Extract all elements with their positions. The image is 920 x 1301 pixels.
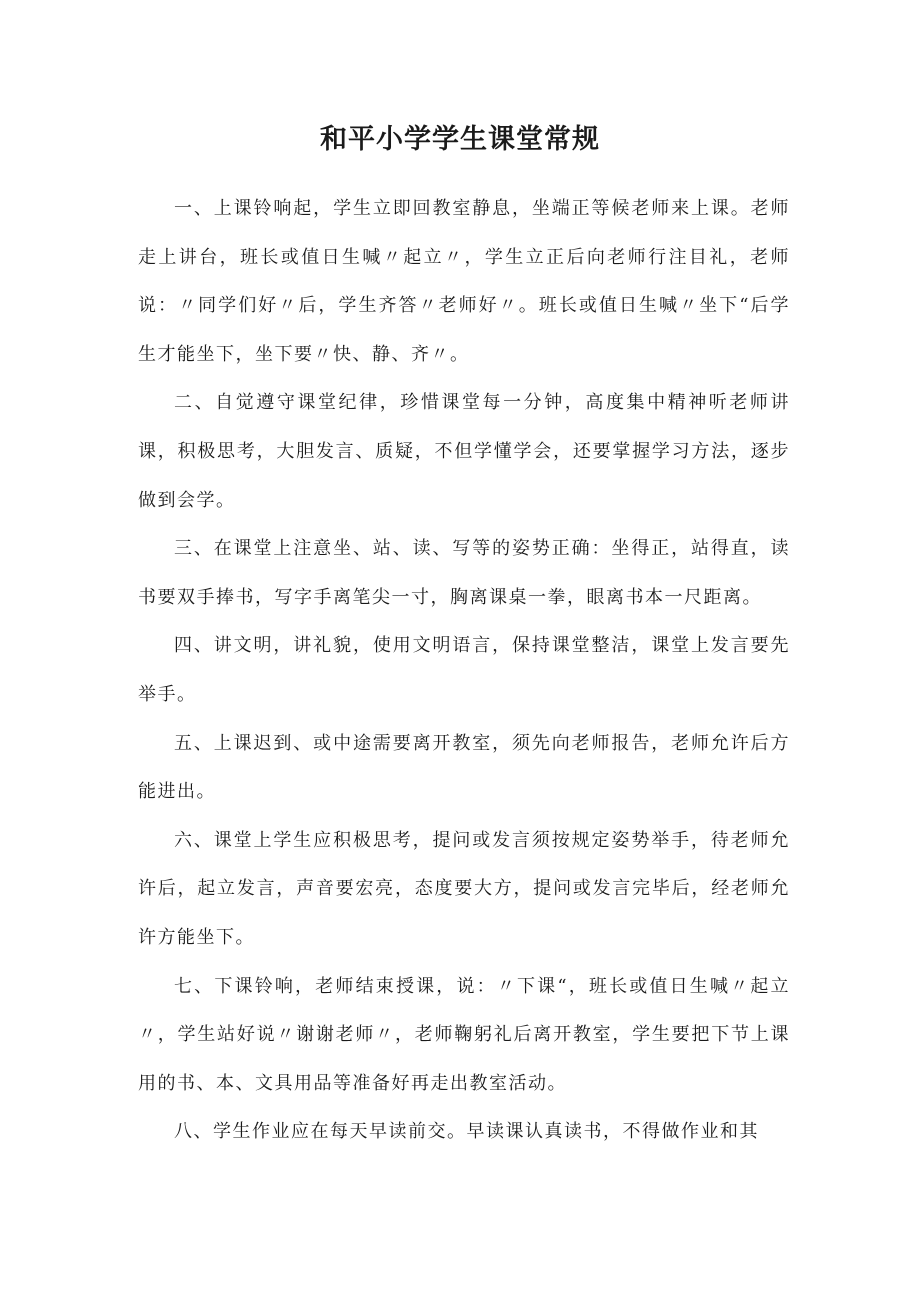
rule-paragraph-6: 六、课堂上学生应积极思考，提问或发言须按规定姿势举手，待老师允许后，起立发言，声音要宏亮，态度要大方，提问或发言完毕后，经老师允许方能坐下。	[138, 829, 790, 948]
rule-paragraph-3: 三、在课堂上注意坐、站、读、写等的姿势正确：坐得正，站得直，读书要双手捧书，写字手离笔尖一寸，胸离课桌一拳，眼离书本一尺距离。	[138, 538, 790, 608]
rule-paragraph-7: 七、下课铃响，老师结束授课，说：〃下课“，班长或值日生喊〃起立〃，学生站好说〃谢谢老师〃，老师鞠躬礼后离开教室，学生要把下节上课用的书、本、文具用品等准备好再走出教室活动。	[138, 975, 790, 1094]
rule-paragraph-1: 一、上课铃响起，学生立即回教室静息，坐端正等候老师来上课。老师走上讲台，班长或值日生喊〃起立〃，学生立正后向老师行注目礼，老师说：〃同学们好〃后，学生齐答〃老师好〃。班长或值日生喊〃坐下“后学生才能坐下，坐下要〃快、静、齐〃。	[138, 198, 790, 365]
rule-paragraph-2: 二、自觉遵守课堂纪律，珍惜课堂每一分钟，高度集中精神听老师讲课，积极思考，大胆发言、质疑，不但学懂学会，还要掌握学习方法，逐步做到会学。	[138, 392, 790, 511]
document-title: 和平小学学生课堂常规	[320, 124, 600, 155]
rule-paragraph-4: 四、讲文明，讲礼貌，使用文明语言，保持课堂整洁，课堂上发言要先举手。	[138, 635, 790, 705]
rule-paragraph-5: 五、上课迟到、或中途需要离开教室，须先向老师报告，老师允许后方能进出。	[138, 732, 790, 803]
rule-paragraph-8: 八、学生作业应在每天早读前交。早读课认真读书，不得做作业和其	[174, 1121, 759, 1143]
document-body	[138, 185, 790, 1157]
